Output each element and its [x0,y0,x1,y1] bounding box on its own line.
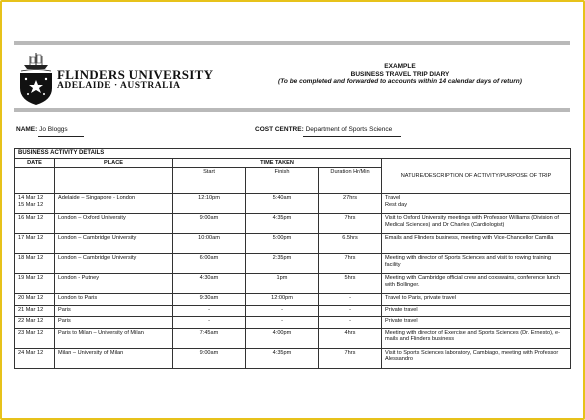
cell-nature: Meeting with director of Sports Sciences and visit to rowing training facility [382,254,571,274]
name-field [16,126,68,133]
cell-nature: Travel to Paris, private travel [382,294,571,306]
table-header-row [15,158,571,168]
table-row [15,234,571,254]
table-row [15,348,571,368]
cell-place: Paris [55,317,173,329]
cell-date: 21 Mar 12 [15,305,55,317]
table-row [15,194,571,214]
cell-finish: - [246,305,319,317]
university-name: FLINDERS UNIVERSITY [57,67,214,82]
cell-place: London - Putney [55,274,173,294]
cell-nature: Visit to Sports Sciences laboratory, Cambiago, meeting with Professor Alessandro [382,348,571,368]
cell-nature: Meeting with Cambridge official crew and coxswains, conference lunch with Bollinger. [382,274,571,294]
cell-place: London to Paris [55,294,173,306]
university-crest-icon [16,50,56,106]
cell-date: 23 Mar 12 [15,328,55,348]
header-rule-bottom [14,108,570,112]
cell-start: - [173,305,246,317]
table-row [15,294,571,306]
document-title: BUSINESS TRAVEL TRIP DIARY [350,70,450,78]
cell-duration: 7hrs [319,254,382,274]
table-row [15,214,571,234]
table-section-row [15,149,571,159]
cell-finish: 5:40am [246,194,319,214]
cell-start: 7:45am [173,328,246,348]
cell-date: 18 Mar 12 [15,254,55,274]
cell-duration: - [319,317,382,329]
cell-place: Adelaide – Singapore - London [55,194,173,214]
cell-date: 16 Mar 12 [15,214,55,234]
cost-centre-field [255,126,392,133]
cell-duration: 7hrs [319,348,382,368]
cell-finish: 4:00pm [246,328,319,348]
cell-finish: 5:00pm [246,234,319,254]
cell-duration: 7hrs [319,214,382,234]
cell-place: London – Oxford University [55,214,173,234]
cell-nature: Private travel [382,317,571,329]
section-title: BUSINESS ACTIVITY DETAILS [15,149,571,159]
table-row [15,254,571,274]
table-row [15,317,571,329]
subheader-empty [55,168,173,194]
cost-centre-value: Department of Sports Science [305,126,393,133]
cell-place: Paris [55,305,173,317]
table-row [15,305,571,317]
cell-place: Milan – University of Milan [55,348,173,368]
cell-date: 20 Mar 12 [15,294,55,306]
name-label: NAME: [16,126,38,133]
cell-place: London – Cambridge University [55,234,173,254]
cell-nature: Visit to Oxford University meetings with Professor Williams (Division of Medical Sciences) and Dr Charles (Cardiologist) [382,214,571,234]
cost-centre-underline [303,136,401,137]
header-start: Start [173,168,246,194]
cell-nature: Emails and Flinders business, meeting with Vice-Chancellor Camilla [382,234,571,254]
header-nature: NATURE/DESCRIPTION OF ACTIVITY/PURPOSE OF TRIP [382,158,571,194]
cell-start: 10:00am [173,234,246,254]
university-city: ADELAIDE · AUSTRALIA [57,81,181,91]
header-place: PLACE [55,158,173,168]
cell-finish: 2:35pm [246,254,319,274]
cell-finish: 12:00pm [246,294,319,306]
header-rule-top [14,41,570,45]
cell-start: - [173,317,246,329]
cell-nature: Meeting with director of Exercise and Sports Sciences (Dr. Ernesto), e-mails and Flinders business [382,328,571,348]
cell-place: London – Cambridge University [55,254,173,274]
cell-nature: Travel Rest day [382,194,571,214]
table-row [15,274,571,294]
cell-place: Paris to Milan – University of Milan [55,328,173,348]
header-finish: Finish [246,168,319,194]
cost-centre-label: COST CENTRE: [255,126,304,133]
cell-date: 17 Mar 12 [15,234,55,254]
cell-start: 9:30am [173,294,246,306]
cell-date: 19 Mar 12 [15,274,55,294]
cell-duration: 6.5hrs [319,234,382,254]
table-row [15,328,571,348]
header-time-taken: TIME TAKEN [173,158,382,168]
document-label: EXAMPLE [384,63,416,70]
cell-start: 12:10pm [173,194,246,214]
cell-duration: 5hrs [319,274,382,294]
cell-start: 4:30am [173,274,246,294]
cell-duration: 4hrs [319,328,382,348]
activity-table [14,148,571,369]
name-underline [38,136,84,137]
cell-finish: - [246,317,319,329]
document-subtitle: (To be completed and forwarded to accounts within 14 calendar days of return) [278,78,522,85]
subheader-empty [15,168,55,194]
cell-duration: - [319,294,382,306]
cell-duration: 27hrs [319,194,382,214]
header-date: DATE [15,158,55,168]
cell-date: 14 Mar 12 15 Mar 12 [15,194,55,214]
cell-finish: 1pm [246,274,319,294]
cell-start: 6:00am [173,254,246,274]
cell-start: 9:00am [173,214,246,234]
cell-date: 22 Mar 12 [15,317,55,329]
header-duration: Duration Hr/Min [319,168,382,194]
name-value: Jo Bloggs [39,126,68,133]
cell-finish: 4:35pm [246,214,319,234]
document-heading [255,63,545,86]
cell-start: 9:00am [173,348,246,368]
cell-duration: - [319,305,382,317]
cell-finish: 4:35pm [246,348,319,368]
cell-date: 24 Mar 12 [15,348,55,368]
cell-nature: Private travel [382,305,571,317]
